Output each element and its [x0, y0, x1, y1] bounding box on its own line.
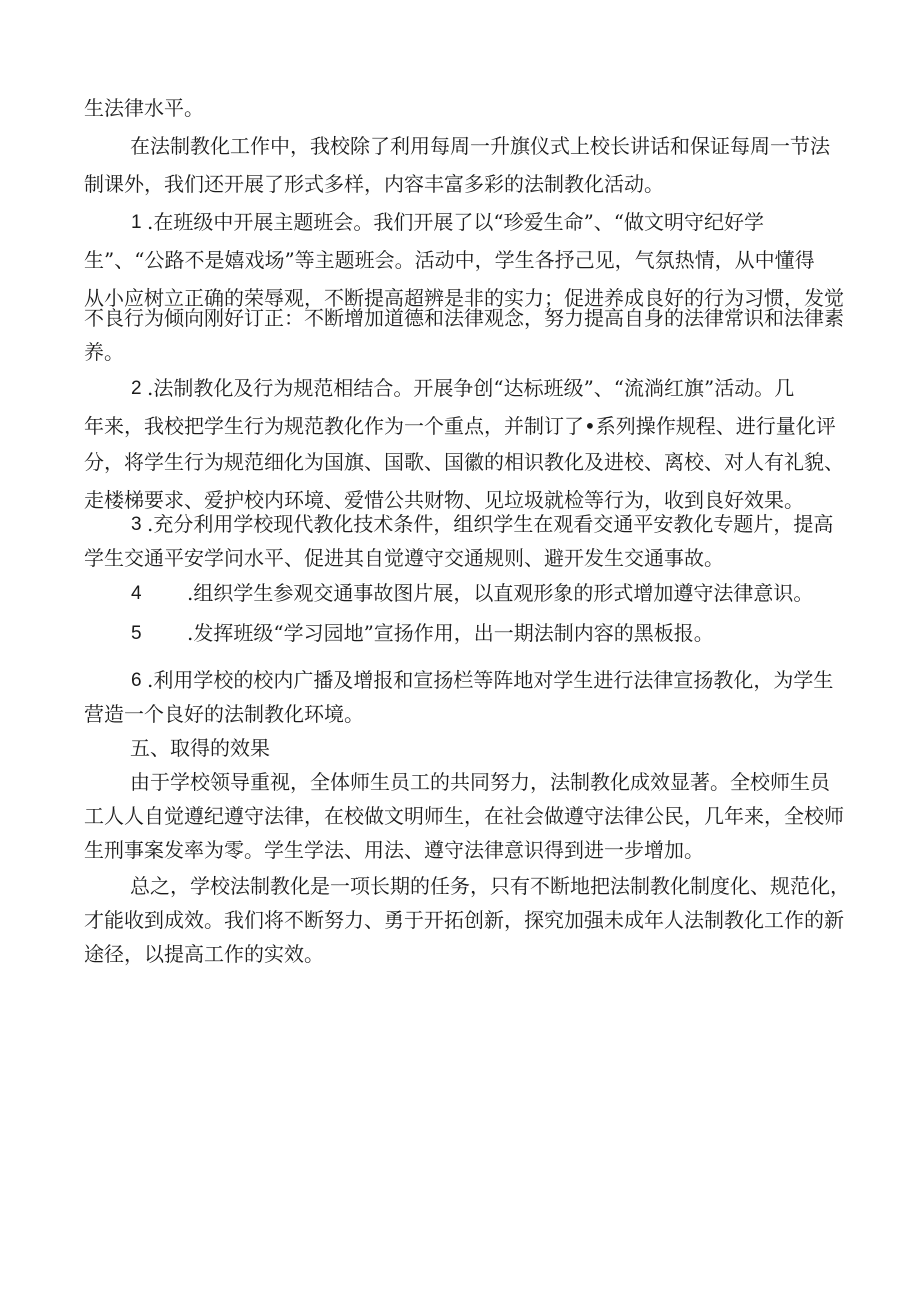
text-line: 不良行为倾向刚好订正：不断增加道德和法律观念，努力提高自身的法律常识和法律素: [84, 306, 844, 330]
section-heading: 五、取得的效果: [130, 736, 270, 760]
text-line: 才能收到成效。我们将不断努力、勇于开拓创新，探究加强未成年人法制教化工作的新: [84, 908, 844, 932]
text-line: 养。: [84, 340, 124, 364]
list-number: 1: [131, 212, 142, 233]
text-line: .在班级中开展主题班会。我们开展了以“珍爱生命”、“做文明守纪好学: [147, 210, 765, 234]
list-number: 3: [131, 514, 142, 535]
text-line: 生刑事案发率为零。学生学法、用法、遵守法律意识得到进一步增加。: [84, 838, 704, 862]
text-line: .组织学生参观交通事故图片展，以直观形象的形式增加遵守法律意识。: [187, 581, 814, 605]
text-line: 生”、“公路不是嬉戏场”等主题班会。活动中，学生各抒己见，气氛热情，从中懂得: [84, 248, 815, 272]
text-line: 由于学校领导重视，全体师生员工的共同努力，法制教化成效显著。全校师生员: [130, 770, 830, 794]
list-number: 4: [131, 583, 142, 604]
text-line: .充分利用学校现代教化技术条件，组织学生在观看交通平安教化专题片，提高: [147, 512, 834, 536]
text-line: 工人人自觉遵纪遵守法律，在校做文明师生，在社会做遵守法律公民，几年来，全校师: [84, 804, 844, 828]
text-line: 学生交通平安学问水平、促进其自觉遵守交通规则、避开发生交通事故。: [84, 546, 724, 570]
text-line: 生法律水平。: [84, 96, 204, 120]
text-line: 总之，学校法制教化是一项长期的任务，只有不断地把法制教化制度化、规范化，: [130, 874, 850, 898]
text-line: .发挥班级“学习园地”宣扬作用，出一期法制内容的黑板报。: [187, 621, 714, 645]
text-line: .法制教化及行为规范相结合。开展争创“达标班级”、“流淌红旗”活动。几: [147, 376, 795, 400]
text-line: 分，将学生行为规范细化为国旗、国歌、国徽的相识教化及进校、离校、对人有礼貌、: [84, 450, 844, 474]
text-line: 从小应树立正确的荣辱观，不断提高超辨是非的实力；促进养成良好的行为习惯，发觉: [84, 286, 844, 310]
text-line: 营造一个良好的法制教化环境。: [84, 702, 364, 726]
text-line: .利用学校的校内广播及增报和宣扬栏等阵地对学生进行法律宣扬教化，为学生: [147, 668, 834, 692]
text-line: 途径，以提高工作的实效。: [84, 942, 324, 966]
list-number: 5: [131, 623, 142, 644]
text-line: 走楼梯要求、爱护校内环境、爱惜公共财物、见垃圾就检等行为，收到良好效果。: [84, 488, 804, 512]
text-line: 制课外，我们还开展了形式多样，内容丰富多彩的法制教化活动。: [84, 172, 664, 196]
list-number: 2: [131, 378, 142, 399]
list-number: 6: [131, 670, 142, 691]
text-line: 在法制教化工作中，我校除了利用每周一升旗仪式上校长讲话和保证每周一节法: [130, 134, 830, 158]
text-line: 年来，我校把学生行为规范教化作为一个重点，并制订了•系列操作规程、进行量化评: [84, 414, 836, 438]
